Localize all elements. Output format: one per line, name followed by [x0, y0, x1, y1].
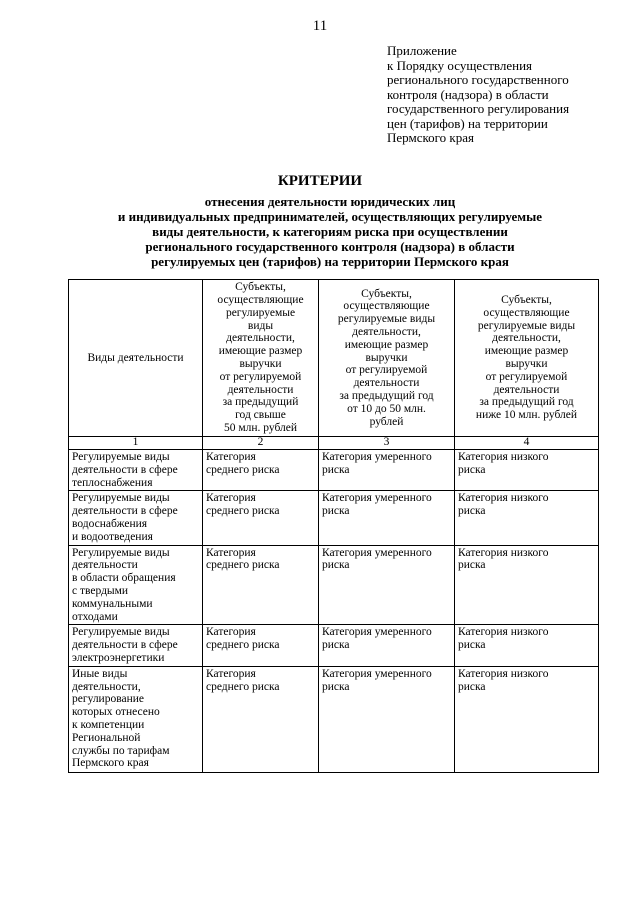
text-line: водоснабжения [72, 517, 148, 530]
table-header-row [69, 280, 599, 437]
text-line: деятельности в сфере [72, 505, 178, 518]
text-line: риска [322, 559, 350, 572]
text-line: риска [322, 639, 350, 652]
document-subtitle [60, 194, 600, 269]
document-title: КРИТЕРИИ [277, 173, 363, 189]
low-revenue-category-cell [455, 625, 599, 666]
column-number: 2 [203, 437, 319, 450]
text-line: Регулируемые виды [72, 546, 170, 559]
cell-lines [206, 492, 315, 518]
appendix-line: контроля (надзора) в области [387, 86, 549, 102]
text-line: выручки [239, 358, 282, 370]
high-revenue-category-cell [203, 666, 319, 772]
text-line: деятельности [72, 559, 138, 572]
text-line: Субъекты, [501, 294, 552, 307]
text-line: среднего риска [206, 639, 280, 652]
table-row [69, 450, 599, 491]
table-row [69, 491, 599, 545]
appendix-line: государственного регулирования [387, 101, 570, 116]
text-line: Категория [206, 626, 256, 639]
text-line: за предыдущий [222, 396, 299, 409]
text-line: Категория умеренного [322, 451, 432, 463]
header-lines [322, 288, 451, 429]
cell-lines [322, 626, 451, 652]
text-line: деятельности [493, 383, 560, 396]
high-revenue-category-cell [203, 545, 319, 625]
header-activity-types [69, 280, 203, 437]
high-revenue-category-cell [203, 491, 319, 545]
text-line: от регулируемой [345, 364, 428, 377]
low-revenue-category-cell [455, 450, 599, 491]
text-line: электроэнергетики [72, 651, 165, 664]
text-line: за предыдущий год [339, 389, 434, 402]
cell-lines [322, 668, 451, 694]
appendix-line: к Порядку осуществления [387, 57, 533, 73]
cell-lines [458, 451, 595, 477]
cell-lines [72, 451, 199, 489]
activity-cell [69, 625, 203, 666]
activity-cell [69, 491, 203, 545]
text-line: осуществляющие [217, 294, 304, 307]
text-line: риска [458, 559, 486, 572]
text-line: имеющие размер [484, 345, 569, 358]
appendix-line: регионального государственного [387, 72, 569, 87]
appendix-line: Приложение [387, 43, 457, 58]
text-line: Категория [206, 546, 256, 559]
table-row [69, 666, 599, 772]
text-line: 50 млн. рублей [223, 421, 298, 434]
cell-lines [72, 626, 199, 664]
text-line: деятельности, [226, 332, 295, 345]
header-revenue-10-to-50 [319, 280, 455, 437]
text-line: Категория низкого [458, 492, 549, 505]
text-line: Субъекты, [235, 281, 286, 294]
appendix-note [387, 44, 627, 146]
text-line: теплоснабжения [72, 476, 153, 489]
text-line: Категория низкого [458, 451, 549, 463]
mid-revenue-category-cell [319, 450, 455, 491]
subtitle-line: регионального государственного контроля (надзора) в области [145, 239, 515, 254]
activity-cell [69, 666, 203, 772]
text-line: Субъекты, [361, 287, 412, 300]
activity-cell [69, 450, 203, 491]
low-revenue-category-cell [455, 491, 599, 545]
text-line: регулируемые [225, 306, 296, 319]
text-line: от регулируемой [219, 370, 302, 383]
column-number: 1 [69, 437, 203, 450]
text-line: Регулируемые виды [72, 451, 170, 463]
header-revenue-above-50 [203, 280, 319, 437]
header-lines [458, 294, 595, 422]
page-number: 11 [312, 18, 328, 34]
mid-revenue-category-cell [319, 491, 455, 545]
text-line: Категория [206, 451, 256, 463]
cell-lines [458, 668, 595, 694]
activity-cell [69, 545, 203, 625]
text-line: год свыше [235, 409, 286, 422]
subtitle-line: и индивидуальных предпринимателей, осуществляющих регулируемые [117, 209, 543, 224]
text-line: риска [322, 505, 350, 518]
table-row [69, 545, 599, 625]
text-line: среднего риска [206, 559, 280, 572]
text-line: коммунальными [72, 597, 153, 610]
appendix-line: цен (тарифов) на территории [387, 115, 548, 131]
column-number-row [69, 437, 599, 450]
text-line: среднего риска [206, 505, 280, 518]
text-line: имеющие размер [218, 345, 303, 358]
text-line: и водоотведения [72, 530, 153, 543]
text-line: среднего риска [206, 680, 280, 693]
text-line: Категория умеренного [322, 667, 432, 680]
text-line: к компетенции [72, 718, 145, 731]
text-line: осуществляющие [483, 306, 570, 319]
text-line: с твердыми [72, 584, 129, 597]
criteria-table [68, 279, 599, 773]
text-line: Регулируемые виды [72, 492, 170, 505]
text-line: регулирование [72, 693, 145, 706]
table-row [69, 625, 599, 666]
text-line: деятельности, [72, 680, 141, 693]
text-line: риска [322, 463, 350, 476]
low-revenue-category-cell [455, 545, 599, 625]
text-line: выручки [505, 358, 548, 370]
cell-lines [72, 547, 199, 624]
text-line: службы по тарифам [72, 744, 170, 757]
cell-lines [322, 451, 451, 477]
text-line: отходами [72, 610, 118, 623]
text-line: от регулируемой [485, 370, 568, 383]
text-line: Категория низкого [458, 626, 549, 639]
cell-lines [322, 492, 451, 518]
cell-lines [206, 547, 315, 573]
text-line: Категория низкого [458, 667, 549, 680]
high-revenue-category-cell [203, 450, 319, 491]
text-line: ниже 10 млн. рублей [475, 409, 578, 422]
text-line: Категория умеренного [322, 492, 432, 505]
text-line: риска [458, 505, 486, 518]
mid-revenue-category-cell [319, 545, 455, 625]
cell-lines [72, 492, 199, 543]
column-number: 3 [319, 437, 455, 450]
cell-lines [458, 547, 595, 573]
text-line: Пермского края [72, 757, 149, 770]
cell-lines [206, 451, 315, 477]
text-line: в области обращения [72, 572, 176, 585]
text-line: риска [458, 639, 486, 652]
text-line: рублей [369, 415, 404, 428]
text-line: деятельности, [492, 332, 561, 345]
cell-lines [458, 626, 595, 652]
text-line: среднего риска [206, 463, 280, 476]
mid-revenue-category-cell [319, 625, 455, 666]
text-line: деятельности в сфере [72, 463, 178, 476]
text-line: виды [247, 319, 274, 332]
cell-lines [72, 668, 199, 770]
text-line: от 10 до 50 млн. [347, 402, 426, 415]
text-line: регулируемые виды [477, 319, 576, 332]
text-line: Категория умеренного [322, 626, 432, 639]
header-lines [72, 352, 199, 365]
low-revenue-category-cell [455, 666, 599, 772]
mid-revenue-category-cell [319, 666, 455, 772]
high-revenue-category-cell [203, 625, 319, 666]
text-line: регулируемые виды [337, 313, 436, 326]
cell-lines [206, 626, 315, 652]
header-lines [206, 281, 315, 435]
cell-lines [206, 668, 315, 694]
text-line: Категория низкого [458, 546, 549, 559]
subtitle-line: отнесения деятельности юридических лиц [204, 194, 456, 209]
cell-lines [458, 492, 595, 518]
subtitle-line: регулируемых цен (тарифов) на территории Пермского края [151, 254, 509, 269]
text-line: Категория умеренного [322, 546, 432, 559]
header-revenue-below-10 [455, 280, 599, 437]
text-line: имеющие размер [344, 338, 429, 351]
text-line: Виды деятельности [87, 351, 184, 364]
appendix-line: Пермского края [387, 130, 474, 145]
text-line: выручки [365, 351, 408, 364]
text-line: Региональной [72, 731, 141, 744]
text-line: риска [322, 680, 350, 693]
text-line: деятельности [353, 377, 420, 390]
text-line: которых отнесено [72, 706, 160, 719]
text-line: риска [458, 680, 486, 693]
text-line: риска [458, 463, 486, 476]
text-line: Категория [206, 667, 256, 680]
text-line: Регулируемые виды [72, 626, 170, 639]
text-line: деятельности в сфере [72, 639, 178, 652]
subtitle-line: виды деятельности, к категориям риска при осуществлении [152, 224, 508, 239]
text-line: Иные виды [72, 667, 128, 680]
cell-lines [322, 547, 451, 573]
text-line: осуществляющие [343, 300, 430, 313]
column-number: 4 [455, 437, 599, 450]
text-line: деятельности [227, 383, 294, 396]
text-line: Категория [206, 492, 256, 505]
text-line: за предыдущий год [479, 396, 574, 409]
text-line: деятельности, [352, 326, 421, 338]
